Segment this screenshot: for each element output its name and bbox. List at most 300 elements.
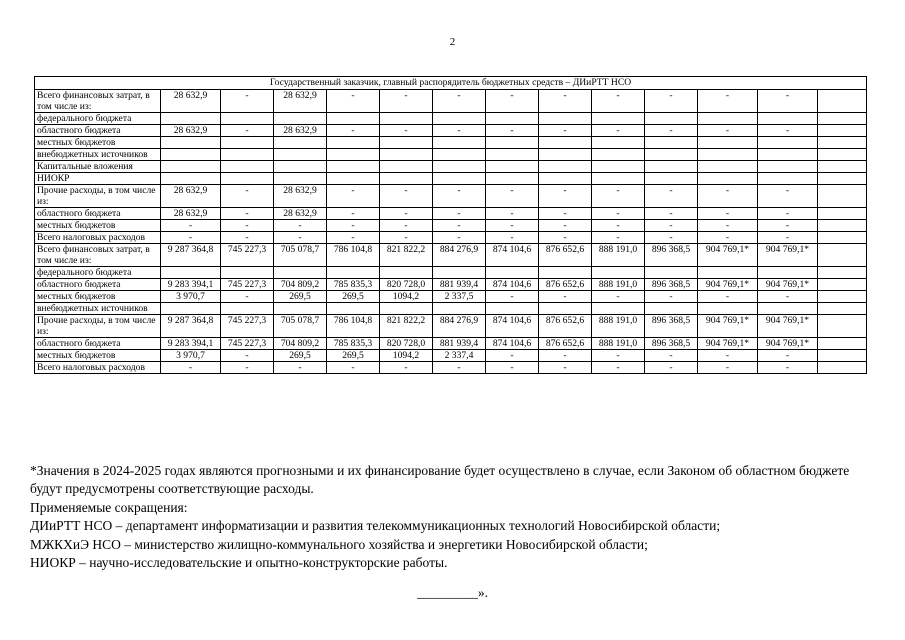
row-label: местных бюджетов [35,220,161,232]
table-cell: 745 227,3 [221,338,274,350]
table-cell: - [486,350,539,362]
table-cell [818,220,867,232]
table-cell: - [221,362,274,374]
table-cell: - [698,125,758,137]
table-cell [486,267,539,279]
table-cell [327,303,380,315]
table-cell [758,113,818,125]
table-cell: - [327,90,380,113]
table-cell: 896 368,5 [645,315,698,338]
table-cell: - [327,362,380,374]
table-cell: - [380,208,433,220]
table-cell [698,137,758,149]
table-cell [327,161,380,173]
table-cell: - [327,208,380,220]
table-cell [161,267,221,279]
table-cell: - [327,232,380,244]
table-cell: - [539,208,592,220]
table-cell [327,149,380,161]
table-cell [818,291,867,303]
notes [30,462,880,572]
table-cell [486,113,539,125]
table-cell: - [645,291,698,303]
table-cell [818,149,867,161]
table-cell: 896 368,5 [645,244,698,267]
table-cell [758,161,818,173]
table-cell: - [486,208,539,220]
table-row [35,232,867,244]
table-cell: - [221,232,274,244]
table-cell [380,173,433,185]
table-row [35,173,867,185]
table-cell: - [161,220,221,232]
table-cell [592,149,645,161]
table-cell: - [645,125,698,137]
row-label: внебюджетных источников [35,303,161,315]
table-cell: - [433,362,486,374]
table-cell: - [698,291,758,303]
table-cell [645,137,698,149]
table-cell [380,137,433,149]
table-cell: - [221,208,274,220]
table-cell: - [327,125,380,137]
table-cell [592,113,645,125]
table-cell: 876 652,6 [539,244,592,267]
table-cell [380,303,433,315]
table-cell: - [758,125,818,137]
table-cell [758,149,818,161]
table-cell: - [592,125,645,137]
table-row [35,244,867,267]
table-cell [539,267,592,279]
table-cell: 3 970,7 [161,291,221,303]
table-cell: - [486,232,539,244]
table-row [35,161,867,173]
table-cell [818,267,867,279]
abbreviation-item: МЖКХиЭ НСО – министерство жилищно-коммунального хозяйства и энергетики Новосибирской области; [30,536,648,552]
table-cell: - [539,232,592,244]
table-cell: 785 835,3 [327,279,380,291]
table-cell: 28 632,9 [161,208,221,220]
table-cell [818,185,867,208]
table-cell: 904 769,1* [698,279,758,291]
table-cell: 28 632,9 [274,90,327,113]
table-cell [221,173,274,185]
table-row [35,267,867,279]
table-cell: 904 769,1* [758,315,818,338]
table-cell [274,113,327,125]
table-cell [818,113,867,125]
table-cell [539,149,592,161]
table-cell [818,279,867,291]
table-cell [486,303,539,315]
table-cell [592,303,645,315]
table-cell: 704 809,2 [274,338,327,350]
table-cell [161,137,221,149]
row-label: Всего финансовых затрат, в том числе из: [35,244,161,267]
table-cell [645,173,698,185]
table-cell [818,208,867,220]
table-cell [818,232,867,244]
table-cell: - [433,125,486,137]
row-label: областного бюджета [35,208,161,220]
table-cell: 876 652,6 [539,338,592,350]
closing-mark: _________». [417,585,488,600]
table-cell [327,173,380,185]
table-cell: 269,5 [274,350,327,362]
table-cell: 1094,2 [380,291,433,303]
table-cell: - [539,350,592,362]
table-cell: 705 078,7 [274,315,327,338]
table-cell: - [274,362,327,374]
table-cell [433,173,486,185]
table-cell [274,161,327,173]
table-cell [818,90,867,113]
table-cell: - [592,185,645,208]
table-cell [433,149,486,161]
table-row [35,338,867,350]
table-cell [758,267,818,279]
table-cell: - [698,90,758,113]
table-cell: - [327,220,380,232]
budget-table-body [35,77,867,374]
table-cell [818,137,867,149]
table-row [35,220,867,232]
table-cell: 269,5 [327,350,380,362]
row-label: областного бюджета [35,338,161,350]
table-cell [274,149,327,161]
table-cell [486,137,539,149]
table-cell [818,315,867,338]
table-cell [818,303,867,315]
table-row [35,185,867,208]
table-cell [818,173,867,185]
table-cell: 28 632,9 [274,185,327,208]
table-cell: 785 835,3 [327,338,380,350]
table-cell: - [592,220,645,232]
table-cell: 904 769,1* [698,315,758,338]
table-cell: - [433,220,486,232]
abbreviations-title: Применяемые сокращения: [30,499,188,515]
table-cell: - [698,362,758,374]
table-cell: - [758,291,818,303]
table-title-row [35,77,867,90]
table-cell [592,267,645,279]
table-cell: - [758,232,818,244]
table-cell: - [161,362,221,374]
table-cell [758,137,818,149]
table-cell: - [380,185,433,208]
table-cell: 876 652,6 [539,279,592,291]
table-cell [221,161,274,173]
table-row [35,315,867,338]
table-cell: - [380,362,433,374]
table-row [35,90,867,113]
table-cell: - [539,220,592,232]
table-cell: 705 078,7 [274,244,327,267]
table-row [35,125,867,137]
table-cell: - [645,350,698,362]
table-cell: - [698,232,758,244]
table-cell [221,137,274,149]
table-cell: 9 283 394,1 [161,279,221,291]
table-cell: 821 822,2 [380,244,433,267]
table-cell [539,113,592,125]
table-row [35,350,867,362]
table-cell: 884 276,9 [433,244,486,267]
table-cell: 904 769,1* [698,244,758,267]
table-cell: - [486,362,539,374]
table-cell: 1094,2 [380,350,433,362]
table-cell: - [221,90,274,113]
table-cell: 904 769,1* [758,279,818,291]
table-cell: 888 191,0 [592,279,645,291]
table-cell: 269,5 [274,291,327,303]
table-cell [433,267,486,279]
table-cell: 2 337,4 [433,350,486,362]
table-cell [698,149,758,161]
table-cell [645,149,698,161]
table-cell: - [698,220,758,232]
table-cell: - [645,208,698,220]
row-label: федерального бюджета [35,267,161,279]
row-label: Всего налоговых расходов [35,232,161,244]
table-cell: - [486,291,539,303]
table-cell: - [539,125,592,137]
table-cell: - [221,350,274,362]
row-label: Прочие расходы, в том числе из: [35,185,161,208]
table-cell: 9 287 364,8 [161,244,221,267]
table-cell: - [380,220,433,232]
table-cell: 704 809,2 [274,279,327,291]
table-cell [327,267,380,279]
table-cell [758,173,818,185]
table-cell: 904 769,1* [698,338,758,350]
table-cell [221,303,274,315]
table-cell: - [221,125,274,137]
table-cell [327,137,380,149]
table-cell [818,362,867,374]
table-cell [161,149,221,161]
row-label: Прочие расходы, в том числе из: [35,315,161,338]
table-cell [698,267,758,279]
table-cell: - [433,232,486,244]
table-cell: 884 276,9 [433,315,486,338]
table-cell: 745 227,3 [221,315,274,338]
table-cell [818,338,867,350]
table-cell [221,113,274,125]
table-cell [539,173,592,185]
table-cell: - [758,362,818,374]
table-cell [645,113,698,125]
table-cell: 3 970,7 [161,350,221,362]
table-cell [539,303,592,315]
table-cell [327,113,380,125]
table-cell [698,161,758,173]
table-cell [433,113,486,125]
table-cell [274,303,327,315]
table-cell: - [539,362,592,374]
table-cell: 874 104,6 [486,279,539,291]
table-row [35,291,867,303]
table-cell: 2 337,5 [433,291,486,303]
table-cell [221,149,274,161]
table-cell [274,267,327,279]
table-cell [645,303,698,315]
table-cell: - [592,90,645,113]
table-cell: - [221,220,274,232]
table-cell [161,173,221,185]
table-cell: - [327,185,380,208]
table-cell [818,244,867,267]
table-cell [486,149,539,161]
table-cell: 28 632,9 [274,125,327,137]
table-cell: - [486,90,539,113]
abbreviation-item: НИОКР – научно-исследовательские и опытно-конструкторские работы. [30,555,448,571]
row-label: Капитальные вложения [35,161,161,173]
table-cell: - [380,125,433,137]
table-cell: - [539,185,592,208]
row-label: областного бюджета [35,125,161,137]
table-cell: - [645,232,698,244]
table-cell [161,303,221,315]
table-cell [645,267,698,279]
table-cell: - [433,185,486,208]
table-cell: - [758,185,818,208]
table-cell: 881 939,4 [433,338,486,350]
table-cell: - [221,185,274,208]
budget-table [34,76,867,374]
table-cell: 786 104,8 [327,244,380,267]
table-cell [698,173,758,185]
table-cell: 28 632,9 [274,208,327,220]
footnote: *Значения в 2024-2025 годах являются прогнозными и их финансирование будет осуществлено в случае, если Законом об областном бюджете будут предусмотрены соответствующие расходы. [30,463,850,497]
row-label: Всего налоговых расходов [35,362,161,374]
table-cell: 904 769,1* [758,338,818,350]
row-label: местных бюджетов [35,291,161,303]
table-cell: - [645,90,698,113]
table-cell [274,173,327,185]
table-cell: - [539,90,592,113]
table-cell [592,161,645,173]
table-cell [433,303,486,315]
table-cell: 820 728,0 [380,279,433,291]
table-row [35,279,867,291]
table-cell: - [645,362,698,374]
table-cell: - [698,185,758,208]
table-row [35,113,867,125]
table-cell: 874 104,6 [486,244,539,267]
table-cell: 876 652,6 [539,315,592,338]
table-cell: - [758,208,818,220]
table-cell: 9 283 394,1 [161,338,221,350]
table-row [35,149,867,161]
table-cell [380,161,433,173]
table-cell: 28 632,9 [161,185,221,208]
table-cell: - [592,208,645,220]
table-cell: - [380,90,433,113]
table-cell [380,149,433,161]
table-cell: 904 769,1* [758,244,818,267]
table-cell: 9 287 364,8 [161,315,221,338]
table-cell: - [486,125,539,137]
table-row [35,362,867,374]
table-cell: 786 104,8 [327,315,380,338]
table-cell: 745 227,3 [221,244,274,267]
table-cell: 888 191,0 [592,315,645,338]
table-cell [645,161,698,173]
table-cell: - [758,90,818,113]
row-label: местных бюджетов [35,350,161,362]
table-cell [486,161,539,173]
table-cell: - [433,90,486,113]
table-cell [698,113,758,125]
table-cell [539,161,592,173]
table-cell [818,125,867,137]
row-label: местных бюджетов [35,137,161,149]
table-cell: 874 104,6 [486,315,539,338]
table-cell [592,173,645,185]
table-cell: 874 104,6 [486,338,539,350]
table-cell [274,137,327,149]
table-cell: - [221,291,274,303]
table-cell: - [486,220,539,232]
abbreviation-item: ДИиРТТ НСО – департамент информатизации и развития телекоммуникационных технологий Новосибирской области; [30,518,721,534]
row-label: федерального бюджета [35,113,161,125]
table-cell: 896 368,5 [645,338,698,350]
row-label: Всего финансовых затрат, в том числе из: [35,90,161,113]
table-row [35,303,867,315]
table-cell: - [698,208,758,220]
table-cell: - [380,232,433,244]
page-number: 2 [449,36,456,48]
table-cell: - [274,220,327,232]
table-cell: - [592,232,645,244]
table-cell: - [486,185,539,208]
table-cell [380,113,433,125]
table-cell [433,161,486,173]
table-cell: 28 632,9 [161,125,221,137]
table-cell [161,113,221,125]
table-cell [818,350,867,362]
table-cell: - [592,362,645,374]
table-cell: - [645,220,698,232]
table-cell: - [698,350,758,362]
table-cell [221,267,274,279]
table-cell [539,137,592,149]
table-cell: 888 191,0 [592,244,645,267]
table-cell [818,161,867,173]
table-cell [592,137,645,149]
table-cell: - [645,185,698,208]
table-cell: 28 632,9 [161,90,221,113]
table-cell: - [433,208,486,220]
table-cell: - [539,291,592,303]
table-cell: - [758,220,818,232]
table-cell [380,267,433,279]
row-label: внебюджетных источников [35,149,161,161]
table-cell: - [592,291,645,303]
table-cell: 888 191,0 [592,338,645,350]
row-label: НИОКР [35,173,161,185]
table-cell [161,161,221,173]
table-cell: 820 728,0 [380,338,433,350]
table-title: Государственный заказчик, главный распорядитель бюджетных средств – ДИиРТТ НСО [35,77,867,90]
table-cell: 745 227,3 [221,279,274,291]
table-cell [486,173,539,185]
table-cell: 881 939,4 [433,279,486,291]
table-row [35,208,867,220]
